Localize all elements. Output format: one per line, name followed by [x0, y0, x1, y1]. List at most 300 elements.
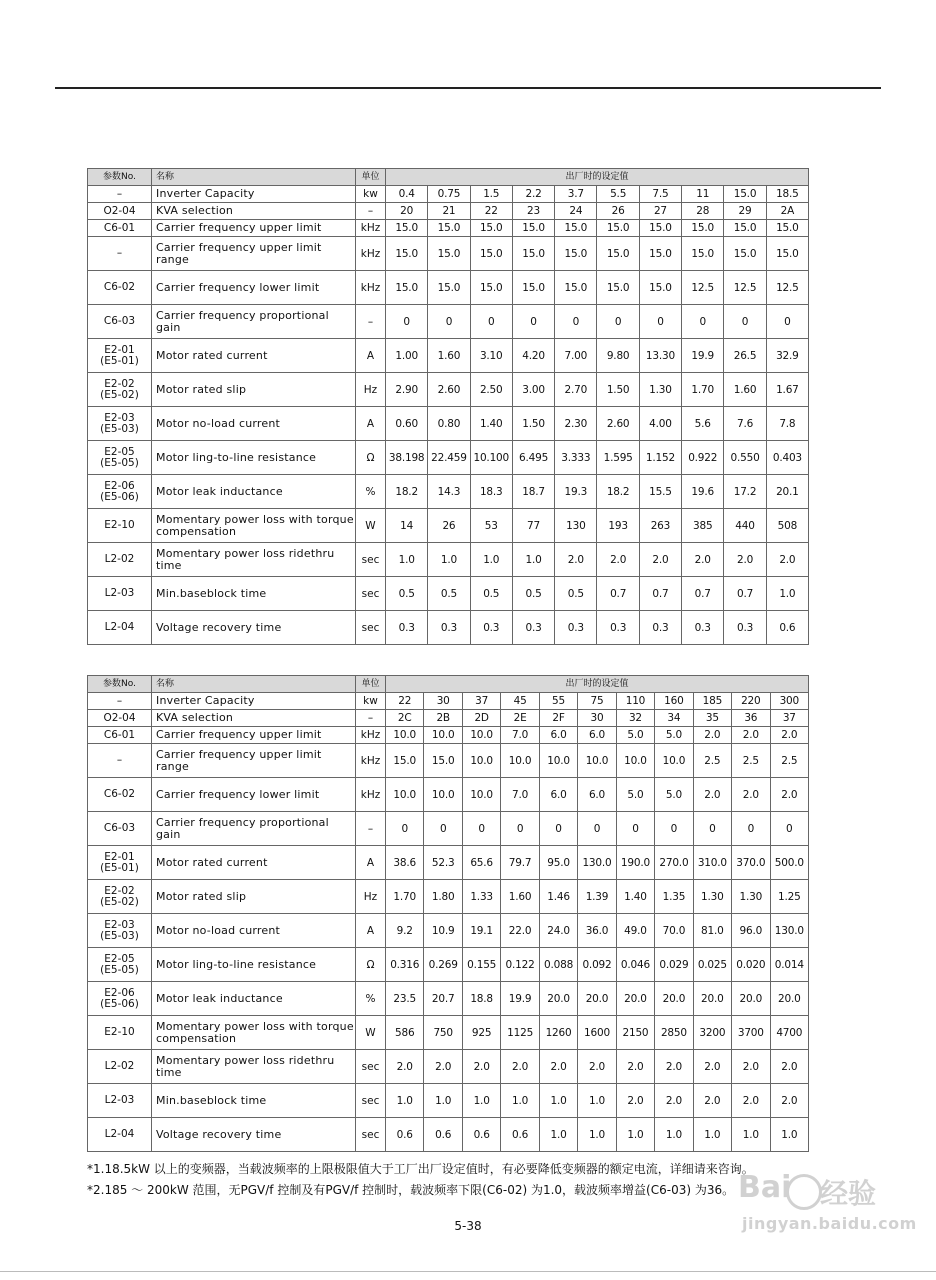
table-row: [88, 1118, 809, 1152]
factory-value-cell: 0.403: [766, 441, 808, 475]
factory-value-cell: 2.60: [428, 373, 470, 407]
factory-value-cell: 38.6: [386, 846, 424, 880]
factory-value-cell: 19.9: [501, 982, 539, 1016]
param-code: –: [88, 186, 152, 203]
factory-value-cell: 1.60: [501, 880, 539, 914]
footer-rule: [0, 1271, 936, 1272]
factory-value-cell: 2F: [539, 710, 577, 727]
factory-value-cell: 2.0: [766, 543, 808, 577]
factory-value-cell: 0: [555, 305, 597, 339]
factory-value-cell: 1.0: [732, 1118, 770, 1152]
factory-value-cell: 23: [512, 203, 554, 220]
factory-value-cell: 20.0: [655, 982, 693, 1016]
param-code: O2-04: [88, 710, 152, 727]
factory-value-cell: 15.0: [470, 237, 512, 271]
table-row: [88, 220, 809, 237]
factory-value-cell: 15.5: [639, 475, 681, 509]
factory-value-cell: 0.020: [732, 948, 770, 982]
factory-value-cell: 385: [682, 509, 724, 543]
param-name: Min.baseblock time: [152, 1084, 356, 1118]
param-code: –: [88, 693, 152, 710]
factory-value-cell: 0: [770, 812, 809, 846]
factory-value-cell: 20.0: [770, 982, 809, 1016]
factory-value-cell: 10.0: [501, 744, 539, 778]
factory-value-cell: 10.0: [462, 778, 500, 812]
factory-value-cell: 19.9: [682, 339, 724, 373]
table-row: [88, 373, 809, 407]
param-name: Carrier frequency upper limit: [152, 727, 356, 744]
factory-value-cell: 0: [512, 305, 554, 339]
factory-value-cell: 77: [512, 509, 554, 543]
factory-value-cell: 18.8: [462, 982, 500, 1016]
footnote-2: *2.185 ～ 200kW 范围，无PGV/f 控制及有PGV/f 控制时，载波频率下限(C6-02) 为1.0，载波频率增益(C6-03) 为36。: [87, 1183, 735, 1197]
param-unit: %: [356, 475, 386, 509]
factory-value-cell: 1.0: [470, 543, 512, 577]
param-unit: sec: [356, 543, 386, 577]
header-unit: 单位: [356, 676, 386, 693]
factory-value-cell: 1600: [578, 1016, 616, 1050]
factory-value-cell: 15.0: [428, 237, 470, 271]
parameter-table-1: [87, 168, 809, 645]
factory-value-cell: 32: [616, 710, 654, 727]
factory-value-cell: 95.0: [539, 846, 577, 880]
factory-value-cell: 0.025: [693, 948, 731, 982]
factory-value-cell: 5.5: [597, 186, 639, 203]
factory-value-cell: 0: [682, 305, 724, 339]
factory-value-cell: 2.0: [770, 778, 809, 812]
factory-value-cell: 130: [555, 509, 597, 543]
factory-value-cell: 1.50: [512, 407, 554, 441]
factory-value-cell: 15.0: [766, 237, 808, 271]
factory-value-cell: 2.0: [655, 1084, 693, 1118]
factory-value-cell: 0: [386, 812, 424, 846]
factory-value-cell: 0.4: [386, 186, 428, 203]
factory-value-cell: 10.0: [616, 744, 654, 778]
param-name: Motor ling-to-line resistance: [152, 948, 356, 982]
factory-value-cell: 20.0: [539, 982, 577, 1016]
factory-value-cell: 1.33: [462, 880, 500, 914]
factory-value-cell: 0.3: [724, 611, 766, 645]
table-row: [88, 982, 809, 1016]
table-row: [88, 744, 809, 778]
factory-value-cell: 10.100: [470, 441, 512, 475]
param-name: Inverter Capacity: [152, 186, 356, 203]
param-name: Carrier frequency upper limit range: [152, 237, 356, 271]
page-number: 5-38: [454, 1219, 482, 1233]
factory-value-cell: 130.0: [578, 846, 616, 880]
factory-value-cell: 10.0: [578, 744, 616, 778]
factory-value-cell: 0.5: [555, 577, 597, 611]
factory-value-cell: 0: [732, 812, 770, 846]
table-row: [88, 339, 809, 373]
factory-value-cell: 750: [424, 1016, 462, 1050]
factory-value-cell: 0.75: [428, 186, 470, 203]
param-unit: –: [356, 710, 386, 727]
factory-value-cell: 1.0: [578, 1118, 616, 1152]
factory-value-cell: 15.0: [386, 271, 428, 305]
factory-value-cell: 1.25: [770, 880, 809, 914]
factory-value-cell: 1.40: [470, 407, 512, 441]
factory-value-cell: 190.0: [616, 846, 654, 880]
factory-value-cell: 15.0: [555, 220, 597, 237]
param-code: –: [88, 237, 152, 271]
factory-value-cell: 15.0: [428, 220, 470, 237]
factory-value-cell: 37: [462, 693, 500, 710]
factory-value-cell: 0.3: [597, 611, 639, 645]
factory-value-cell: 20.0: [616, 982, 654, 1016]
factory-value-cell: 1.30: [732, 880, 770, 914]
param-name: Carrier frequency proportional gain: [152, 812, 356, 846]
factory-value-cell: 370.0: [732, 846, 770, 880]
factory-value-cell: 440: [724, 509, 766, 543]
factory-value-cell: 3200: [693, 1016, 731, 1050]
factory-value-cell: 1.0: [616, 1118, 654, 1152]
factory-value-cell: 4700: [770, 1016, 809, 1050]
factory-value-cell: 7.0: [501, 778, 539, 812]
factory-value-cell: 22.0: [501, 914, 539, 948]
factory-value-cell: 3.10: [470, 339, 512, 373]
table-row: [88, 1050, 809, 1084]
factory-value-cell: 6.0: [578, 778, 616, 812]
header-factory-values: 出厂时的设定值: [386, 169, 809, 186]
factory-value-cell: 0: [693, 812, 731, 846]
table-row: [88, 812, 809, 846]
factory-value-cell: 15.0: [555, 237, 597, 271]
param-unit: Ω: [356, 948, 386, 982]
param-unit: sec: [356, 1118, 386, 1152]
factory-value-cell: 0.7: [639, 577, 681, 611]
param-name: KVA selection: [152, 203, 356, 220]
factory-value-cell: 75: [578, 693, 616, 710]
factory-value-cell: 0.80: [428, 407, 470, 441]
table-row: [88, 778, 809, 812]
factory-value-cell: 10.0: [539, 744, 577, 778]
factory-value-cell: 70.0: [655, 914, 693, 948]
param-code: L2-02: [88, 1050, 152, 1084]
factory-value-cell: 1.39: [578, 880, 616, 914]
param-name: Inverter Capacity: [152, 693, 356, 710]
factory-value-cell: 2D: [462, 710, 500, 727]
factory-value-cell: 1.60: [724, 373, 766, 407]
factory-value-cell: 1.30: [639, 373, 681, 407]
param-unit: A: [356, 846, 386, 880]
factory-value-cell: 2.0: [424, 1050, 462, 1084]
param-name: Momentary power loss ridethru time: [152, 543, 356, 577]
factory-value-cell: 15.0: [597, 271, 639, 305]
factory-value-cell: 65.6: [462, 846, 500, 880]
factory-value-cell: 24: [555, 203, 597, 220]
watermark-url: jingyan.baidu.com: [742, 1214, 917, 1233]
param-unit: kHz: [356, 727, 386, 744]
header-name: 名称: [152, 676, 356, 693]
factory-value-cell: 1.152: [639, 441, 681, 475]
param-name: Motor rated current: [152, 339, 356, 373]
table-row: [88, 186, 809, 203]
factory-value-cell: 12.5: [724, 271, 766, 305]
factory-value-cell: 0.922: [682, 441, 724, 475]
factory-value-cell: 2.0: [578, 1050, 616, 1084]
factory-value-cell: 2150: [616, 1016, 654, 1050]
factory-value-cell: 28: [682, 203, 724, 220]
factory-value-cell: 15.0: [512, 271, 554, 305]
param-name: Carrier frequency upper limit: [152, 220, 356, 237]
table-header-row: [88, 676, 809, 693]
factory-value-cell: 10.0: [424, 727, 462, 744]
factory-value-cell: 20.0: [693, 982, 731, 1016]
factory-value-cell: 1.0: [578, 1084, 616, 1118]
factory-value-cell: 32.9: [766, 339, 808, 373]
factory-value-cell: 0.6: [766, 611, 808, 645]
factory-value-cell: 15.0: [766, 220, 808, 237]
footnote-1: *1.18.5kW 以上的变频器，当载波频率的上限极限值大于工厂出厂设定值时，有必要降低变频器的额定电流，详细请来咨询。: [87, 1162, 754, 1176]
factory-value-cell: 12.5: [766, 271, 808, 305]
factory-value-cell: 22: [386, 693, 424, 710]
param-code: O2-04: [88, 203, 152, 220]
factory-value-cell: 2.2: [512, 186, 554, 203]
factory-value-cell: 0.5: [512, 577, 554, 611]
parameter-table-2: [87, 675, 809, 1152]
factory-value-cell: 15.0: [512, 237, 554, 271]
param-unit: kHz: [356, 271, 386, 305]
param-unit: –: [356, 305, 386, 339]
factory-value-cell: 15.0: [512, 220, 554, 237]
param-unit: kHz: [356, 778, 386, 812]
factory-value-cell: 2.30: [555, 407, 597, 441]
factory-value-cell: 130.0: [770, 914, 809, 948]
factory-value-cell: 0.122: [501, 948, 539, 982]
factory-value-cell: 22: [470, 203, 512, 220]
factory-value-cell: 1.0: [424, 1084, 462, 1118]
watermark-cn-text: 经验: [820, 1177, 877, 1210]
factory-value-cell: 0: [539, 812, 577, 846]
param-code: C6-02: [88, 271, 152, 305]
factory-value-cell: 0.7: [597, 577, 639, 611]
param-code: E2-02 (E5-02): [88, 880, 152, 914]
factory-value-cell: 300: [770, 693, 809, 710]
param-name: Voltage recovery time: [152, 1118, 356, 1152]
header-rule: [55, 87, 881, 89]
factory-value-cell: 2.5: [693, 744, 731, 778]
factory-value-cell: 3.7: [555, 186, 597, 203]
param-name: Voltage recovery time: [152, 611, 356, 645]
factory-value-cell: 0.6: [386, 1118, 424, 1152]
factory-value-cell: 15.0: [724, 220, 766, 237]
factory-value-cell: 1.0: [655, 1118, 693, 1152]
param-name: Carrier frequency lower limit: [152, 778, 356, 812]
factory-value-cell: 0: [597, 305, 639, 339]
factory-value-cell: 4.20: [512, 339, 554, 373]
factory-value-cell: 6.0: [539, 727, 577, 744]
param-code: E2-01 (E5-01): [88, 846, 152, 880]
factory-value-cell: 0.6: [501, 1118, 539, 1152]
table-row: [88, 710, 809, 727]
factory-value-cell: 0.60: [386, 407, 428, 441]
factory-value-cell: 0.3: [555, 611, 597, 645]
param-unit: kw: [356, 186, 386, 203]
factory-value-cell: 2.0: [655, 1050, 693, 1084]
factory-value-cell: 1.595: [597, 441, 639, 475]
table-row: [88, 203, 809, 220]
factory-value-cell: 0: [766, 305, 808, 339]
factory-value-cell: 0: [470, 305, 512, 339]
table-row: [88, 407, 809, 441]
param-name: Min.baseblock time: [152, 577, 356, 611]
factory-value-cell: 2.5: [770, 744, 809, 778]
factory-value-cell: 2.50: [470, 373, 512, 407]
param-unit: A: [356, 339, 386, 373]
factory-value-cell: 6.0: [539, 778, 577, 812]
factory-value-cell: 925: [462, 1016, 500, 1050]
factory-value-cell: 15.0: [386, 744, 424, 778]
param-unit: W: [356, 1016, 386, 1050]
param-name: Motor no-load current: [152, 914, 356, 948]
factory-value-cell: 500.0: [770, 846, 809, 880]
factory-value-cell: 79.7: [501, 846, 539, 880]
factory-value-cell: 29: [724, 203, 766, 220]
factory-value-cell: 18.7: [512, 475, 554, 509]
factory-value-cell: 53: [470, 509, 512, 543]
table-row: [88, 1084, 809, 1118]
param-unit: sec: [356, 577, 386, 611]
factory-value-cell: 15.0: [724, 237, 766, 271]
param-unit: kw: [356, 693, 386, 710]
factory-value-cell: 14: [386, 509, 428, 543]
param-code: E2-06 (E5-06): [88, 475, 152, 509]
factory-value-cell: 0: [501, 812, 539, 846]
table-row: [88, 948, 809, 982]
factory-value-cell: 19.3: [555, 475, 597, 509]
factory-value-cell: 1.0: [693, 1118, 731, 1152]
factory-value-cell: 30: [424, 693, 462, 710]
factory-value-cell: 2.0: [462, 1050, 500, 1084]
factory-value-cell: 2.0: [770, 1084, 809, 1118]
param-name: Momentary power loss with torque compensation: [152, 1016, 356, 1050]
factory-value-cell: 3.333: [555, 441, 597, 475]
header-code: 参数No.: [88, 676, 152, 693]
param-code: E2-01 (E5-01): [88, 339, 152, 373]
factory-value-cell: 5.0: [616, 778, 654, 812]
factory-value-cell: 0.5: [470, 577, 512, 611]
param-code: –: [88, 744, 152, 778]
param-code: C6-02: [88, 778, 152, 812]
factory-value-cell: 15.0: [639, 271, 681, 305]
param-name: Carrier frequency lower limit: [152, 271, 356, 305]
factory-value-cell: 2.0: [693, 1050, 731, 1084]
param-name: Motor no-load current: [152, 407, 356, 441]
factory-value-cell: 36: [732, 710, 770, 727]
factory-value-cell: 18.2: [597, 475, 639, 509]
factory-value-cell: 0: [578, 812, 616, 846]
factory-value-cell: 15.0: [470, 271, 512, 305]
factory-value-cell: 15.0: [639, 237, 681, 271]
param-code: E2-03 (E5-03): [88, 407, 152, 441]
factory-value-cell: 23.5: [386, 982, 424, 1016]
factory-value-cell: 6.495: [512, 441, 554, 475]
factory-value-cell: 15.0: [639, 220, 681, 237]
param-name: Motor rated slip: [152, 880, 356, 914]
factory-value-cell: 0.550: [724, 441, 766, 475]
factory-value-cell: 1.70: [682, 373, 724, 407]
factory-value-cell: 0: [616, 812, 654, 846]
factory-value-cell: 20: [386, 203, 428, 220]
paw-logo-icon: [786, 1174, 822, 1210]
param-unit: sec: [356, 1050, 386, 1084]
param-code: E2-05 (E5-05): [88, 948, 152, 982]
factory-value-cell: 2A: [766, 203, 808, 220]
factory-value-cell: 1.0: [766, 577, 808, 611]
param-code: L2-02: [88, 543, 152, 577]
factory-value-cell: 0.316: [386, 948, 424, 982]
factory-value-cell: 2E: [501, 710, 539, 727]
factory-value-cell: 7.6: [724, 407, 766, 441]
param-code: C6-03: [88, 812, 152, 846]
factory-value-cell: 0.046: [616, 948, 654, 982]
param-unit: sec: [356, 1084, 386, 1118]
param-name: Motor rated slip: [152, 373, 356, 407]
factory-value-cell: 0: [655, 812, 693, 846]
table-row: [88, 509, 809, 543]
factory-value-cell: 26: [597, 203, 639, 220]
factory-value-cell: 49.0: [616, 914, 654, 948]
param-code: C6-01: [88, 220, 152, 237]
table-row: [88, 914, 809, 948]
param-code: C6-01: [88, 727, 152, 744]
factory-value-cell: 55: [539, 693, 577, 710]
factory-value-cell: 20.1: [766, 475, 808, 509]
factory-value-cell: 263: [639, 509, 681, 543]
param-unit: kHz: [356, 220, 386, 237]
factory-value-cell: 2.90: [386, 373, 428, 407]
param-unit: A: [356, 914, 386, 948]
factory-value-cell: 10.9: [424, 914, 462, 948]
factory-value-cell: 0.3: [682, 611, 724, 645]
factory-value-cell: 15.0: [724, 186, 766, 203]
factory-value-cell: 2.0: [386, 1050, 424, 1084]
param-unit: Hz: [356, 880, 386, 914]
param-code: E2-10: [88, 1016, 152, 1050]
factory-value-cell: 20.0: [578, 982, 616, 1016]
factory-value-cell: 15.0: [597, 220, 639, 237]
factory-value-cell: 508: [766, 509, 808, 543]
header-name: 名称: [152, 169, 356, 186]
factory-value-cell: 0.5: [386, 577, 428, 611]
param-code: L2-04: [88, 1118, 152, 1152]
factory-value-cell: 38.198: [386, 441, 428, 475]
factory-value-cell: 160: [655, 693, 693, 710]
factory-value-cell: 52.3: [424, 846, 462, 880]
factory-value-cell: 1.0: [770, 1118, 809, 1152]
param-code: L2-04: [88, 611, 152, 645]
factory-value-cell: 0: [424, 812, 462, 846]
table-row: [88, 271, 809, 305]
factory-value-cell: 13.30: [639, 339, 681, 373]
factory-value-cell: 37: [770, 710, 809, 727]
factory-value-cell: 2.0: [616, 1084, 654, 1118]
factory-value-cell: 1.0: [539, 1118, 577, 1152]
factory-value-cell: 2C: [386, 710, 424, 727]
factory-value-cell: 21: [428, 203, 470, 220]
factory-value-cell: 35: [693, 710, 731, 727]
factory-value-cell: 3.00: [512, 373, 554, 407]
factory-value-cell: 1.0: [462, 1084, 500, 1118]
factory-value-cell: 26: [428, 509, 470, 543]
factory-value-cell: 5.6: [682, 407, 724, 441]
factory-value-cell: 0.3: [470, 611, 512, 645]
factory-value-cell: 15.0: [597, 237, 639, 271]
factory-value-cell: 30: [578, 710, 616, 727]
table-header-row: [88, 169, 809, 186]
factory-value-cell: 0.3: [512, 611, 554, 645]
